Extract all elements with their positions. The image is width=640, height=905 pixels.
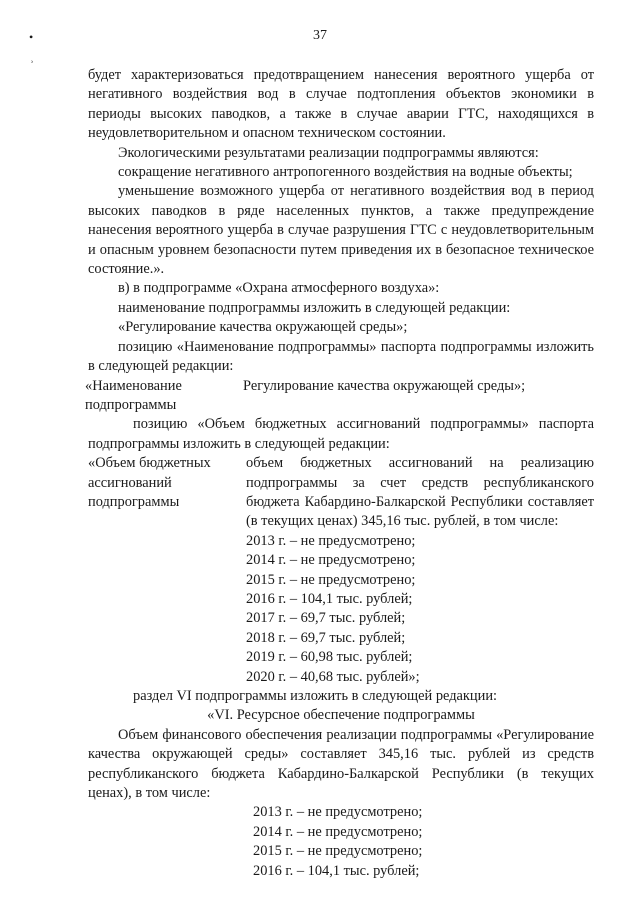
passport-budget-value [246, 454, 594, 687]
passport-budget-label: «Объем бюджетных ассигнований подпрограммы [88, 455, 211, 510]
budget-year-2013: 2013 г. – не предусмотрено; [246, 532, 416, 549]
funding-years [88, 803, 594, 881]
budget-year-2018: 2018 г. – 69,7 тыс. рублей; [246, 629, 406, 646]
budget-year-2019: 2019 г. – 60,98 тыс. рублей; [246, 649, 413, 666]
budget-year-2014: 2014 г. – не предусмотрено; [246, 552, 416, 569]
page-number: 37 [313, 28, 327, 43]
budget-year-2015: 2015 г. – не предусмотрено; [246, 571, 416, 588]
section-heading: «VI. Ресурсное обеспечение подпрограммы [207, 707, 475, 724]
eco-results-heading: Экологическими результатами реализации подпрограммы являются: [118, 144, 539, 161]
name-value: «Регулирование качества окружающей среды»; [118, 319, 408, 336]
funding-paragraph: Объем финансового обеспечения реализации подпрограммы «Регулирование качества окружающей среды» составляет 345,16 тыс. рублей из средств республиканского бюджета Кабардино-Балкарской Республики (в текущих ценах), в том числе: [88, 726, 594, 802]
funding-year-2014: 2014 г. – не предусмотрено; [253, 823, 423, 840]
passport-name-value: Регулирование качества окружающей среды»; [243, 377, 526, 394]
passport-budget-years [246, 532, 594, 687]
passport-name-label: «Наименование подпрограммы [85, 377, 182, 413]
funding-year-2016: 2016 г. – 104,1 тыс. рублей; [253, 862, 420, 879]
funding-year-2013: 2013 г. – не предусмотрено; [253, 804, 423, 821]
name-instruction: наименование подпрограммы изложить в следующей редакции: [118, 299, 511, 316]
intro-paragraph: будет характеризоваться предотвращением нанесения вероятного ущерба от негативного воздействия вод в случае подтопления объектов экономики в периоды высоких паводков, а также в случае аварии ГТС, находящихся в неудовлетворительном и опасном техническом состоянии. [88, 67, 594, 142]
budget-year-2016: 2016 г. – 104,1 тыс. рублей; [246, 590, 413, 607]
passport-name-row [85, 377, 594, 416]
document-body [85, 66, 594, 881]
position-name-instruction: позицию «Наименование подпрограммы» паспорта подпрограммы изложить в следующей редакции: [88, 338, 594, 375]
subprogram-b-heading: в) в подпрограмме «Охрана атмосферного воздуха»: [118, 280, 440, 297]
passport-budget-row [88, 454, 594, 687]
passport-budget-text: объем бюджетных ассигнований на реализацию подпрограммы за счет средств республиканского бюджета Кабардино-Балкарской Республики составляет (в текущих ценах) 345,16 тыс. рублей, в том числе: [246, 455, 594, 530]
section-instruction: раздел VI подпрограммы изложить в следующей редакции: [133, 688, 498, 704]
budget-year-2017: 2017 г. – 69,7 тыс. рублей; [246, 610, 406, 627]
funding-year-2015: 2015 г. – не предусмотрено; [253, 843, 423, 860]
position-budget-instruction: позицию «Объем бюджетных ассигнований подпрограммы» паспорта подпрограммы изложить в следующей редакции: [88, 416, 594, 452]
scan-mark-top: • [29, 30, 34, 44]
budget-year-2020: 2020 г. – 40,68 тыс. рублей»; [246, 668, 420, 685]
eco-result-item-1: сокращение негативного антропогенного воздействия на водные объекты; [118, 164, 573, 181]
eco-result-item-2: уменьшение возможного ущерба от негативного воздействия вод в период высоких паводков в ряде населенных пунктов, а также предупреждение нанесения вероятного ущерба в случае разрушения ГТС с неудовлетворительным и опасным уровнем безопасности путем приведения их в безопасное техническое состояние.». [88, 183, 594, 278]
scan-mark-lower: ʾ [30, 58, 34, 72]
